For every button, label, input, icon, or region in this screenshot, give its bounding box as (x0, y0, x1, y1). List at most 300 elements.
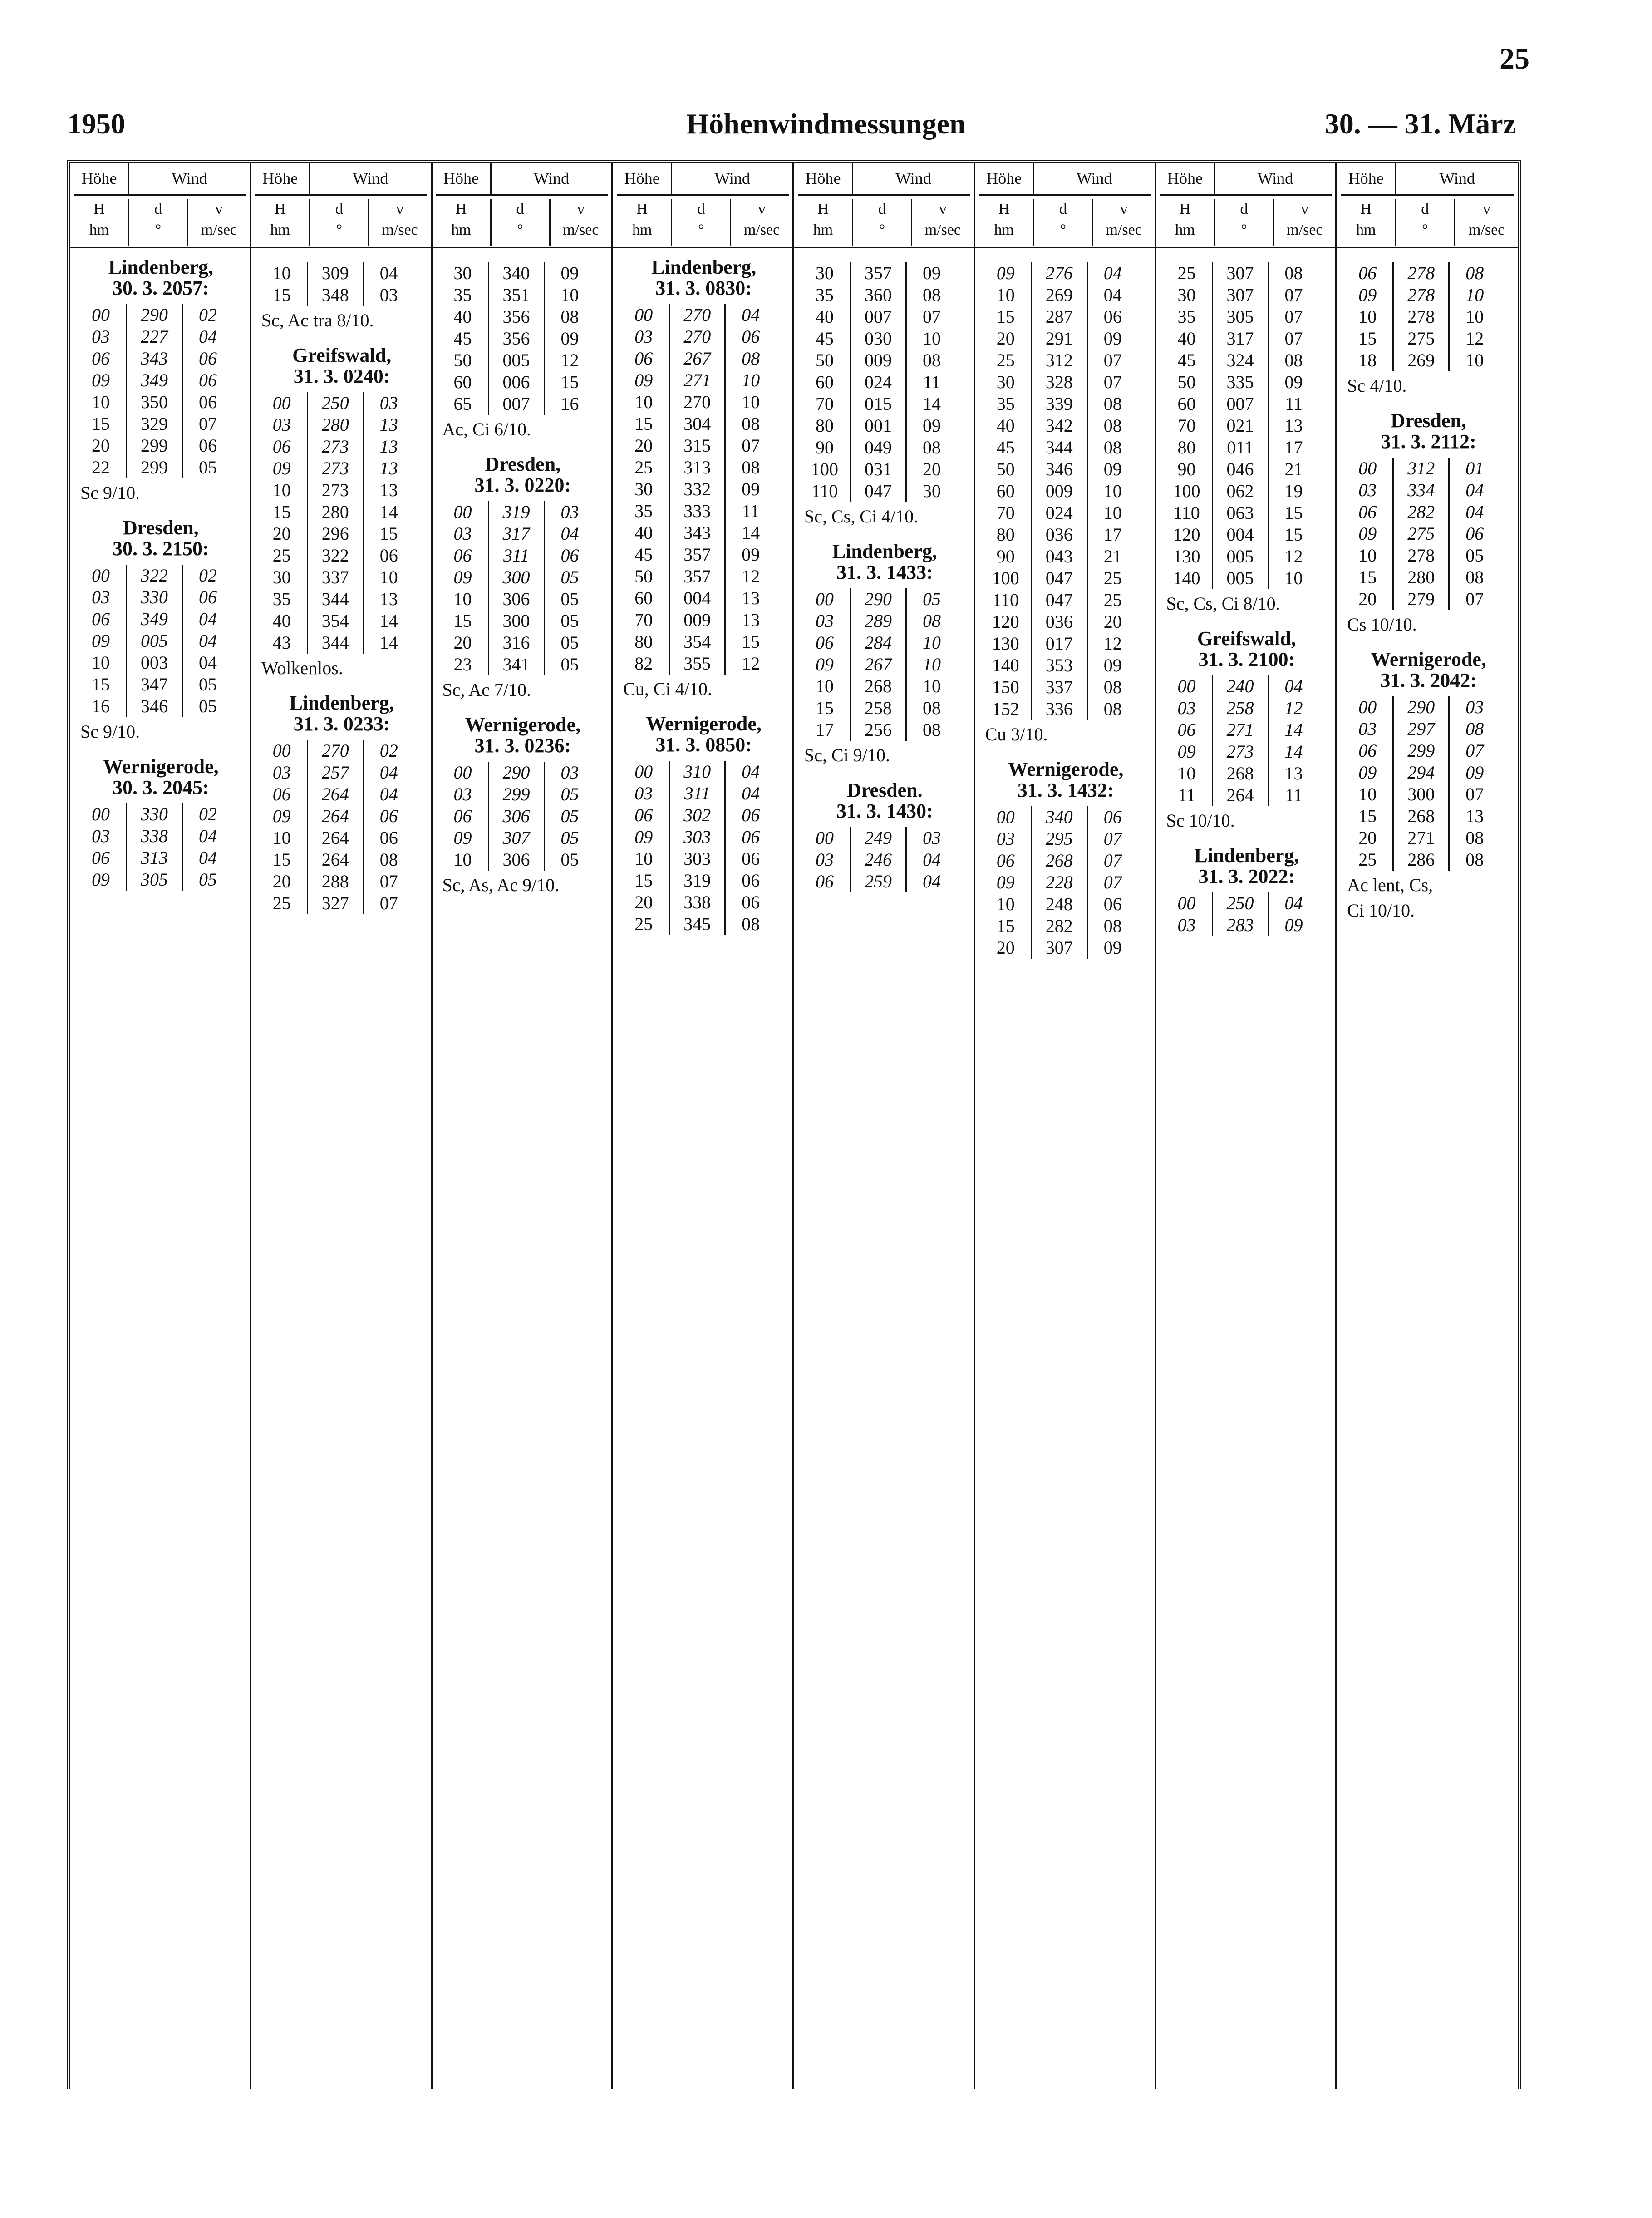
direction-value: 282 (1031, 915, 1088, 937)
speed-value: 10 (1103, 503, 1122, 523)
speed-value: 04 (379, 263, 398, 283)
table-row (800, 697, 970, 719)
station-block (800, 262, 970, 527)
table-row (619, 304, 789, 326)
height-value: 00 (634, 761, 653, 782)
header-d-label: d (878, 201, 886, 217)
header-v-unit: m/sec (382, 222, 418, 238)
direction-value: 001 (850, 415, 907, 437)
speed-value: 04 (1465, 480, 1484, 500)
height-value: 50 (816, 350, 834, 370)
direction-value: 311 (488, 545, 545, 567)
speed-value: 06 (1465, 523, 1484, 544)
height-value: 20 (996, 937, 1015, 958)
table-row (438, 588, 608, 610)
height-value: 60 (634, 588, 653, 608)
header-h (794, 199, 853, 246)
height-value: 03 (996, 828, 1015, 849)
height-value: 22 (92, 457, 110, 478)
speed-value: 09 (1103, 937, 1122, 958)
table-row (619, 631, 789, 653)
height-value: 100 (811, 459, 838, 479)
station-title: Dresden, (485, 453, 561, 475)
station-block (1162, 262, 1332, 615)
height-value: 00 (634, 305, 653, 325)
speed-value: 08 (1103, 699, 1122, 719)
column-body (251, 248, 431, 914)
speed-value: 10 (1103, 481, 1122, 501)
speed-value: 12 (1103, 633, 1122, 654)
speed-value: 04 (1284, 676, 1303, 696)
height-value: 140 (992, 655, 1019, 675)
header-divider (617, 194, 789, 196)
direction-value: 282 (1392, 501, 1450, 523)
speed-value: 02 (379, 740, 398, 761)
table-row (800, 827, 970, 849)
height-value: 03 (1358, 719, 1377, 739)
header-hoehe: Höhe (975, 163, 1034, 194)
speed-value: 05 (560, 806, 579, 826)
table-row (76, 608, 246, 630)
direction-value: 250 (307, 392, 364, 414)
measurement-rows (76, 565, 246, 717)
height-value: 10 (92, 392, 110, 412)
table-row (76, 457, 246, 478)
measurement-rows (438, 262, 608, 415)
header-divider (979, 194, 1151, 196)
table-row (76, 391, 246, 413)
direction-value: 339 (1031, 393, 1088, 415)
table-row (438, 350, 608, 371)
station-block (981, 759, 1151, 959)
table-row (257, 805, 427, 827)
station-block (619, 257, 789, 700)
table-row (619, 348, 789, 370)
speed-value: 06 (379, 828, 398, 848)
direction-value: 024 (850, 371, 907, 393)
table-row (76, 652, 246, 674)
height-value: 40 (634, 522, 653, 543)
height-value: 110 (992, 590, 1019, 610)
height-value: 30 (634, 479, 653, 499)
table-row (800, 371, 970, 393)
direction-value: 289 (850, 610, 907, 632)
table-row (800, 458, 970, 480)
height-value: 06 (634, 348, 653, 369)
height-value: 35 (634, 501, 653, 521)
height-value: 09 (634, 827, 653, 847)
header-h-label: H (636, 201, 648, 217)
table-row (438, 784, 608, 805)
speed-value: 13 (379, 436, 398, 457)
speed-value: 14 (1284, 741, 1303, 762)
height-value: 03 (453, 523, 472, 544)
direction-value: 043 (1031, 546, 1088, 567)
direction-value: 310 (669, 761, 726, 783)
measurement-rows (257, 392, 427, 654)
height-value: 09 (453, 567, 472, 587)
direction-value: 063 (1212, 502, 1269, 524)
speed-value: 10 (1284, 568, 1303, 588)
table-row (981, 393, 1151, 415)
table-row (257, 567, 427, 588)
direction-value: 297 (1392, 718, 1450, 740)
header-h-label: H (274, 201, 286, 217)
direction-value: 342 (1031, 415, 1088, 437)
direction-value: 006 (488, 371, 545, 393)
direction-value: 007 (1212, 393, 1269, 415)
height-value: 10 (272, 480, 291, 500)
table-row (76, 370, 246, 391)
direction-value: 250 (1212, 892, 1269, 914)
speed-value: 04 (1284, 893, 1303, 913)
table-row (1342, 805, 1514, 827)
table-row (76, 565, 246, 587)
direction-value: 340 (488, 262, 545, 284)
height-value: 00 (453, 762, 472, 783)
height-value: 09 (1177, 741, 1196, 762)
table-column (1337, 163, 1518, 2089)
height-value: 35 (272, 589, 291, 609)
table-row (1162, 350, 1332, 371)
height-value: 15 (453, 611, 472, 631)
direction-value: 009 (850, 350, 907, 371)
table-row (619, 609, 789, 631)
direction-value: 349 (126, 370, 183, 391)
direction-value: 356 (488, 306, 545, 328)
table-row (1162, 524, 1332, 546)
direction-value: 357 (669, 544, 726, 566)
height-value: 09 (996, 263, 1015, 283)
header-v-label: v (939, 201, 947, 217)
station-title: Lindenberg, (1194, 844, 1299, 867)
table-row (257, 871, 427, 892)
station-title: 31. 3. 1432: (1017, 779, 1114, 801)
speed-value: 06 (199, 435, 217, 456)
header-d-label: d (1059, 201, 1067, 217)
speed-value: 08 (923, 350, 941, 370)
column-body (1337, 248, 1518, 922)
header-divider (436, 194, 608, 196)
speed-value: 10 (923, 654, 941, 675)
height-value: 06 (1358, 263, 1377, 283)
height-value: 06 (996, 850, 1015, 871)
speed-value: 05 (560, 589, 579, 609)
speed-value: 05 (560, 784, 579, 804)
header-d-unit: ° (336, 222, 343, 238)
direction-value: 284 (850, 632, 907, 654)
direction-value: 317 (488, 523, 545, 545)
height-value: 00 (272, 393, 291, 413)
height-value: 16 (92, 696, 110, 716)
cloud-note: Cs 10/10. (1347, 614, 1417, 635)
height-value: 10 (634, 848, 653, 869)
direction-value: 355 (669, 653, 726, 675)
table-row (981, 893, 1151, 915)
speed-value: 08 (1465, 263, 1484, 283)
header-v-label: v (1120, 201, 1128, 217)
measurement-rows (257, 262, 427, 306)
direction-value: 270 (669, 304, 726, 326)
speed-value: 10 (560, 285, 579, 305)
header-v (551, 199, 612, 241)
height-value: 00 (816, 828, 834, 848)
table-row (619, 913, 789, 935)
station-title: Greifswald, (1197, 627, 1296, 650)
height-value: 90 (1177, 459, 1196, 479)
height-value: 00 (272, 740, 291, 761)
direction-value: 307 (1031, 937, 1088, 959)
speed-value: 13 (742, 588, 760, 608)
table-row (76, 869, 246, 891)
direction-value: 333 (669, 500, 726, 522)
station-title: Greifswald, (292, 344, 392, 366)
direction-value: 316 (488, 632, 545, 654)
table-row (1162, 371, 1332, 393)
height-value: 00 (92, 305, 110, 325)
column-header (794, 163, 974, 248)
speed-value: 12 (1284, 546, 1303, 567)
table-row (800, 588, 970, 610)
height-value: 60 (453, 372, 472, 392)
table-row (800, 437, 970, 458)
column-header (70, 163, 250, 248)
column-body (975, 248, 1155, 959)
speed-value: 13 (379, 414, 398, 435)
height-value: 90 (996, 546, 1015, 567)
table-row (800, 654, 970, 675)
table-row (438, 523, 608, 545)
header-h-label: H (817, 201, 829, 217)
height-value: 03 (634, 326, 653, 347)
table-row (257, 827, 427, 849)
height-value: 09 (1358, 285, 1377, 305)
table-row (981, 306, 1151, 328)
direction-value: 337 (1031, 676, 1088, 698)
speed-value: 08 (742, 414, 760, 434)
measurement-rows (257, 740, 427, 914)
table-row (1342, 588, 1514, 610)
header-h-unit: hm (89, 222, 109, 238)
header-d-unit: ° (517, 222, 523, 238)
height-value: 110 (811, 481, 838, 501)
direction-value: 011 (1212, 437, 1269, 458)
direction-value: 344 (307, 588, 364, 610)
column-header (613, 163, 792, 248)
speed-value: 04 (742, 761, 760, 782)
header-v (731, 199, 792, 241)
speed-value: 25 (1103, 568, 1122, 588)
header-h-label: H (455, 201, 467, 217)
height-value: 35 (996, 394, 1015, 414)
table-row (257, 458, 427, 479)
direction-value: 311 (669, 783, 726, 804)
speed-value: 05 (199, 696, 217, 716)
speed-value: 08 (742, 348, 760, 369)
station-title: Wernigerode, (103, 755, 219, 778)
height-value: 00 (816, 589, 834, 609)
height-value: 30 (1177, 285, 1196, 305)
direction-value: 313 (669, 457, 726, 478)
table-row (1162, 480, 1332, 502)
table-row (619, 544, 789, 566)
speed-value: 13 (1284, 415, 1303, 436)
speed-value: 12 (1284, 698, 1303, 718)
table-row (1162, 741, 1332, 763)
speed-value: 09 (742, 544, 760, 565)
direction-value: 353 (1031, 655, 1088, 676)
height-value: 70 (816, 394, 834, 414)
table-row (76, 847, 246, 869)
header-h (70, 199, 129, 246)
station-block (800, 780, 970, 892)
table-row (438, 827, 608, 849)
speed-value: 04 (1465, 502, 1484, 522)
direction-value: 315 (669, 435, 726, 457)
header-h (613, 199, 672, 246)
header-wind: Wind (1439, 169, 1475, 187)
height-value: 10 (1358, 545, 1377, 566)
table-row (981, 415, 1151, 437)
speed-value: 08 (1284, 350, 1303, 370)
direction-value: 335 (1212, 371, 1269, 393)
station-title: 31. 3. 1430: (836, 800, 933, 822)
direction-value: 264 (1212, 784, 1269, 806)
height-value: 09 (1358, 762, 1377, 783)
direction-value: 264 (307, 805, 364, 827)
direction-value: 357 (850, 262, 907, 284)
header-d (1215, 199, 1274, 246)
height-value: 43 (272, 632, 291, 653)
speed-value: 10 (1465, 306, 1484, 327)
direction-value: 319 (488, 501, 545, 523)
header-v-unit: m/sec (1287, 222, 1323, 238)
table-row (1342, 718, 1514, 740)
height-value: 20 (634, 892, 653, 912)
table-row (800, 306, 970, 328)
speed-value: 10 (1465, 350, 1484, 370)
table-row (1162, 892, 1332, 914)
height-value: 15 (1358, 328, 1377, 349)
table-row (257, 849, 427, 871)
table-row (981, 633, 1151, 655)
height-value: 110 (1173, 503, 1200, 523)
station-title: 30. 3. 2150: (113, 537, 209, 560)
speed-value: 03 (1465, 697, 1484, 717)
table-row (438, 328, 608, 350)
height-value: 10 (92, 652, 110, 673)
direction-value: 268 (1392, 805, 1450, 827)
table-row (76, 348, 246, 370)
speed-value: 05 (560, 849, 579, 870)
direction-value: 322 (126, 565, 183, 587)
speed-value: 12 (742, 653, 760, 674)
height-value: 03 (272, 414, 291, 435)
direction-value: 036 (1031, 524, 1088, 546)
speed-value: 09 (1284, 372, 1303, 392)
station-title: 31. 3. 0830: (655, 277, 752, 299)
station-block (1162, 845, 1332, 936)
direction-value: 351 (488, 284, 545, 306)
speed-value: 05 (560, 567, 579, 587)
speed-value: 07 (1465, 784, 1484, 804)
speed-value: 25 (1103, 590, 1122, 610)
direction-value: 036 (1031, 611, 1088, 633)
height-value: 130 (992, 633, 1019, 654)
height-value: 40 (272, 611, 291, 631)
cloud-note: Sc, Ci 9/10. (804, 745, 890, 765)
speed-value: 05 (199, 457, 217, 478)
height-value: 35 (453, 285, 472, 305)
station-block (257, 693, 427, 914)
speed-value: 07 (742, 435, 760, 456)
height-value: 06 (816, 632, 834, 653)
direction-value: 300 (1392, 784, 1450, 805)
measurement-rows (1162, 675, 1332, 806)
table-row (619, 587, 789, 609)
speed-value: 04 (199, 326, 217, 347)
station-block (257, 262, 427, 331)
column-body (70, 248, 250, 891)
table-row (981, 872, 1151, 893)
speed-value: 08 (1103, 415, 1122, 436)
direction-value: 275 (1392, 523, 1450, 545)
header-wind: Wind (1076, 169, 1112, 187)
direction-value: 267 (669, 348, 726, 370)
height-value: 20 (272, 871, 291, 892)
table-row (981, 567, 1151, 589)
table-row (619, 391, 789, 413)
cloud-note: Sc 10/10. (1166, 810, 1235, 831)
cloud-note: Ac, Ci 6/10. (442, 419, 531, 439)
height-value: 03 (1177, 698, 1196, 718)
cloud-note: Sc 9/10. (80, 721, 140, 742)
direction-value: 291 (1031, 328, 1088, 350)
direction-value: 324 (1212, 350, 1269, 371)
speed-value: 07 (1103, 372, 1122, 392)
height-value: 45 (816, 328, 834, 349)
speed-value: 09 (1103, 328, 1122, 349)
speed-value: 15 (1284, 524, 1303, 545)
direction-value: 267 (850, 654, 907, 675)
table-row (1342, 350, 1514, 371)
direction-value: 009 (669, 609, 726, 631)
speed-value: 06 (742, 326, 760, 347)
height-value: 00 (1177, 676, 1196, 696)
direction-value: 294 (1392, 762, 1450, 784)
page-year: 1950 (67, 108, 125, 140)
page-number: 25 (1500, 42, 1529, 75)
height-value: 10 (1358, 306, 1377, 327)
direction-value: 295 (1031, 828, 1088, 850)
table-column (70, 163, 251, 2089)
height-value: 20 (1358, 589, 1377, 609)
height-value: 140 (1173, 568, 1200, 588)
speed-value: 06 (199, 370, 217, 390)
speed-value: 09 (742, 479, 760, 499)
measurement-rows (800, 827, 970, 892)
direction-value: 328 (1031, 371, 1088, 393)
header-d-unit: ° (879, 222, 885, 238)
measurement-rows (1162, 262, 1332, 589)
speed-value: 10 (923, 328, 941, 349)
measurement-rows (800, 588, 970, 741)
table-row (1162, 415, 1332, 437)
table-row (1162, 763, 1332, 784)
speed-value: 05 (1465, 545, 1484, 566)
speed-value: 06 (742, 827, 760, 847)
direction-value: 005 (1212, 567, 1269, 589)
